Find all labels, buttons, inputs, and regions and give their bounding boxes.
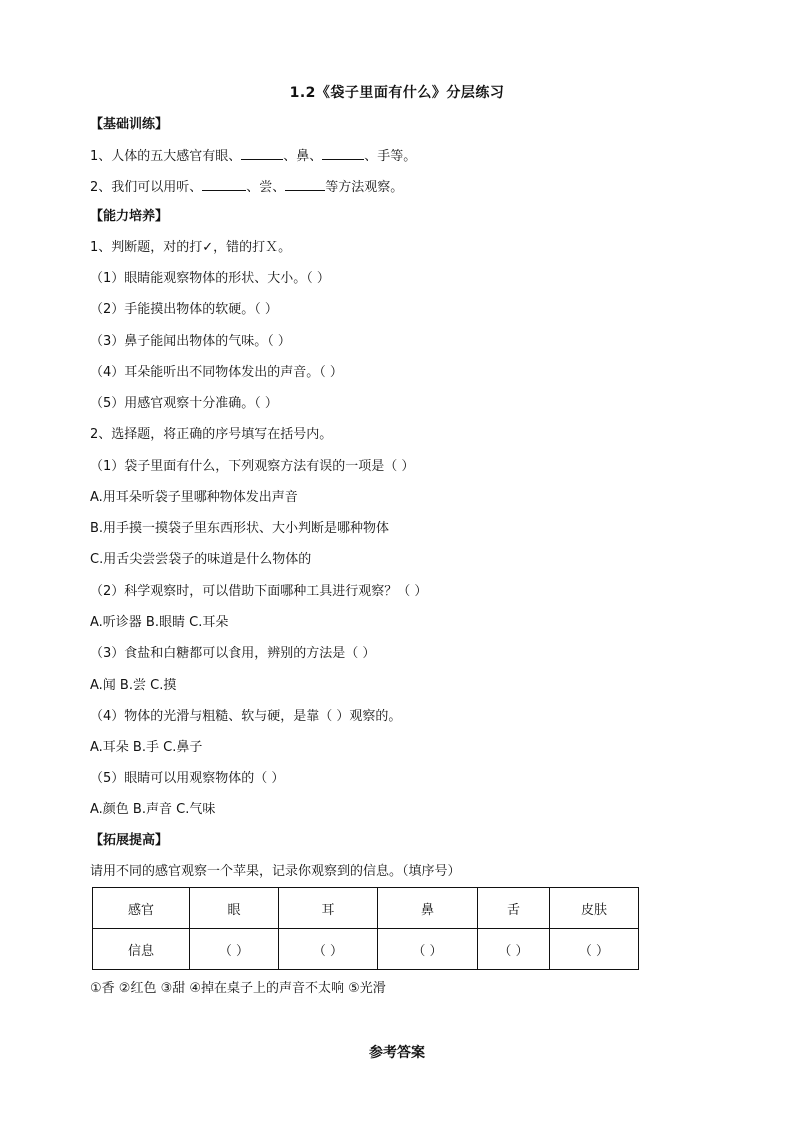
multiple-choice-prompt: 2、选择题，将正确的序号填写在括号内。	[90, 427, 333, 442]
question-1-part-a: 1、人体的五大感官有眼、	[90, 149, 242, 164]
table-cell: 舌	[478, 888, 550, 929]
table-cell: 皮肤	[550, 888, 639, 929]
true-false-prompt: 1、判断题，对的打✓，错的打Ｘ。	[90, 240, 292, 255]
section-ability-header: 【能力培养】	[90, 209, 169, 224]
observation-table	[92, 887, 639, 970]
page-title: 1.2《袋子里面有什么》分层练习	[289, 85, 505, 101]
table-cell: 耳	[279, 888, 378, 929]
mc-option: A.用耳朵听袋子里哪种物体发出声音	[90, 490, 298, 505]
mc-question-2: （2）科学观察时，可以借助下面哪种工具进行观察？（ ）	[90, 584, 428, 599]
fill-blank[interactable]	[322, 146, 364, 160]
table-row	[93, 929, 639, 970]
true-false-item: （2）手能摸出物体的软硬。（ ）	[90, 302, 278, 317]
table-cell: 鼻	[378, 888, 478, 929]
fill-blank[interactable]	[241, 146, 283, 160]
mc-option: C.用舌尖尝尝袋子的味道是什么物体的	[90, 552, 312, 567]
section-basic-header: 【基础训练】	[90, 117, 169, 132]
section-extension-header: 【拓展提高】	[90, 833, 169, 848]
mc-question-1: （1）袋子里面有什么，下列观察方法有误的一项是（ ）	[90, 459, 415, 474]
mc-question-4: （4）物体的光滑与粗糙、软与硬，是靠（ ）观察的。	[90, 709, 402, 724]
true-false-item: （4）耳朵能听出不同物体发出的声音。（ ）	[90, 365, 343, 380]
answer-cell[interactable]: （ ）	[279, 929, 378, 970]
answer-cell[interactable]: （ ）	[378, 929, 478, 970]
true-false-item: （1）眼睛能观察物体的形状、大小。（ ）	[90, 271, 330, 286]
question-2	[90, 177, 403, 197]
answer-cell[interactable]: （ ）	[478, 929, 550, 970]
table-cell: 信息	[93, 929, 190, 970]
question-1	[90, 146, 416, 166]
mc-options: A.耳朵 B.手 C.鼻子	[90, 740, 203, 755]
question-2-part-c: 等方法观察。	[325, 180, 404, 195]
mc-option: B.用手摸一摸袋子里东西形状、大小判断是哪种物体	[90, 521, 390, 536]
table-row	[93, 888, 639, 929]
extension-options: ①香 ②红色 ③甜 ④掉在桌子上的声音不太响 ⑤光滑	[90, 981, 386, 996]
mc-options: A.闻 B.尝 C.摸	[90, 678, 177, 693]
fill-blank[interactable]	[202, 177, 246, 191]
mc-question-5: （5）眼睛可以用观察物体的（ ）	[90, 771, 285, 786]
question-2-part-b: 、尝、	[246, 180, 286, 195]
extension-prompt: 请用不同的感官观察一个苹果，记录你观察到的信息。（填序号）	[90, 864, 461, 879]
question-2-part-a: 2、我们可以用听、	[90, 180, 203, 195]
question-1-part-c: 、手等。	[364, 149, 417, 164]
mc-options: A.听诊器 B.眼睛 C.耳朵	[90, 615, 229, 630]
answer-cell[interactable]: （ ）	[190, 929, 279, 970]
table-cell: 眼	[190, 888, 279, 929]
answer-key-title: 参考答案	[369, 1045, 425, 1061]
mc-question-3: （3）食盐和白糖都可以食用，辨别的方法是（ ）	[90, 646, 376, 661]
table-cell: 感官	[93, 888, 190, 929]
true-false-item: （5）用感官观察十分准确。（ ）	[90, 396, 278, 411]
true-false-item: （3）鼻子能闻出物体的气味。（ ）	[90, 334, 291, 349]
question-1-part-b: 、鼻、	[283, 149, 323, 164]
fill-blank[interactable]	[285, 177, 325, 191]
mc-options: A.颜色 B.声音 C.气味	[90, 802, 216, 817]
answer-cell[interactable]: （ ）	[550, 929, 639, 970]
